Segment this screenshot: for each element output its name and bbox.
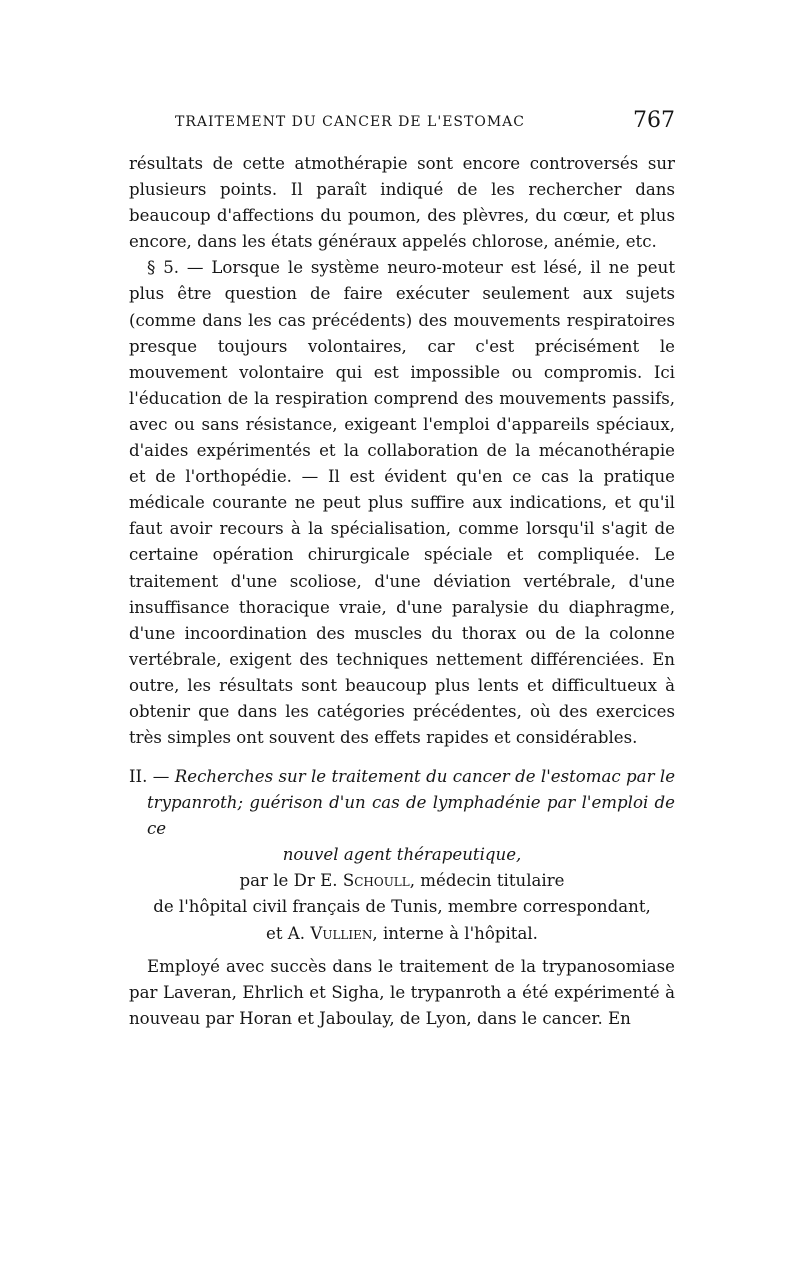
section-title [129,764,675,842]
paragraph: résultats de cette atmothérapie sont encore controversés sur plusieurs points. Il paraît indiqué de les rechercher dans beaucoup d'affections du poumon, des plèvres, du cœur, et plus encore, dans les états généraux appelés chlorose, anémie, etc. [129,154,675,252]
author-role: , interne à l'hôpital. [372,923,538,943]
author-name: Schoull [342,871,410,891]
author-role: , médecin titulaire [409,871,565,891]
paragraph: Employé avec succès dans le traitement de la trypanosomiase par Laveran, Ehrlich et Sigha, le trypanroth a été expérimenté à nouveau par Horan et Jaboulay, de Lyon, dans le cancer. En [129,957,675,1029]
affiliation: de l'hôpital civil français de Tunis, membre correspondant, [153,897,651,917]
section-heading [129,764,675,947]
paragraph: § 5. — Lorsque le système neuro-moteur est lésé, il ne peut plus être question de faire exécuter seulement aux sujets (comme dans les cas précédents) des mouvements respiratoires presque toujours volontaires, car c'est précisément le mouvement volontaire qui est impossible ou compromis. Ici l'éducation de la respiration comprend des mouvements passifs, avec ou sans résistance, exigeant l'emploi d'appareils spéciaux, d'aides expérimentés et la collaboration de la mécanothérapie et de l'orthopédie. — Il est évident qu'en ce cas la pratique médicale courante ne peut plus suffire aux indications, et qu'il faut avoir recours à la spécialisation, comme lorsqu'il s'agit de certaine opération chirurgicale spéciale et compliquée. Le traitement d'une scoliose, d'une déviation vertébrale, d'une insuffisance thoracique vraie, d'une paralysie du diaphragme, d'une incoordination des muscles du thorax ou de la colonne vertébrale, exigent des techniques nettement différenciées. En outre, les résultats sont beaucoup plus lents et difficultueux à obtenir que dans les catégories précédentes, où des exercices très simples ont souvent des effets rapides et considérables. [129,258,675,748]
byline [129,921,675,947]
section-number: II. — [129,767,175,786]
byline-prefix: par le Dr E. [239,871,343,891]
page-number: 767 [633,108,675,133]
author-name: Vullien [310,923,373,943]
body-text [129,151,675,751]
section-title-text: Recherches sur le traitement du cancer de l'estomac par le trypanroth; guérison d'un cas de lymphadénie par l'emploi de ce [147,767,676,839]
article-intro [129,954,675,1032]
byline [129,868,675,894]
running-title: TRAITEMENT DU CANCER DE L'ESTOMAC [175,114,525,130]
section-title-continued: nouvel agent thérapeutique, [282,845,522,865]
byline-and: et A. [266,923,311,943]
